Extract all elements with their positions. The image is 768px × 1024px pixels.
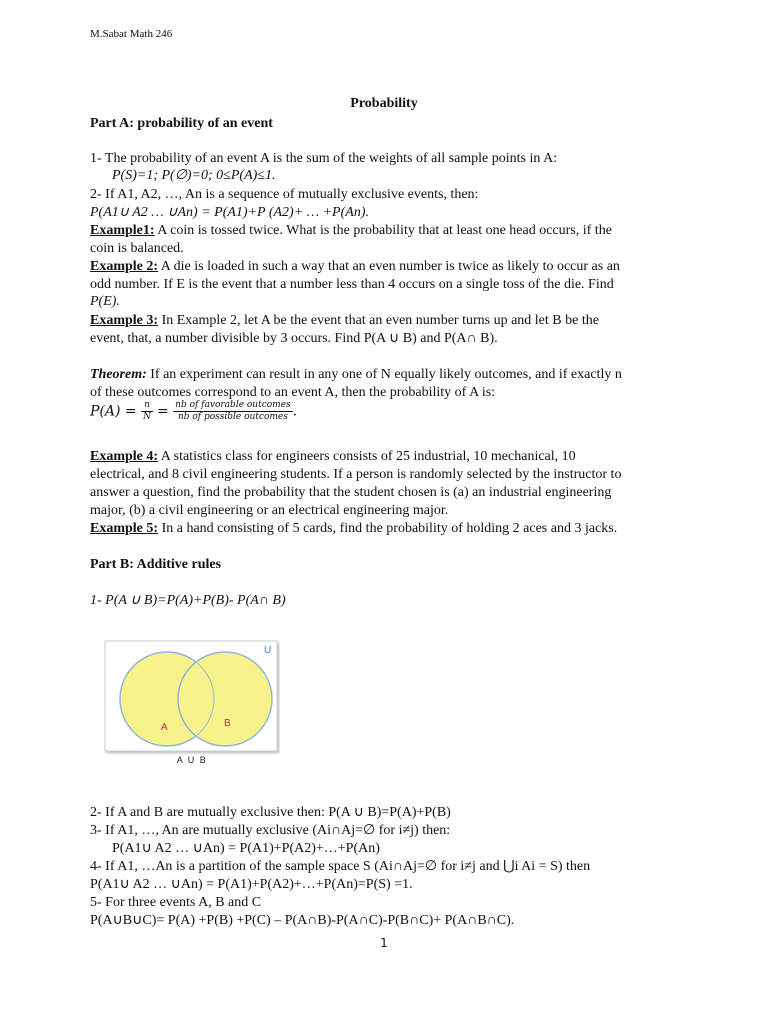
rule-b4-formula: P(A1∪ A2 … ∪An) = P(A1)+P(A2)+…+P(An)=P(S) =1. [90,877,413,892]
part-b-heading: Part B: Additive rules [90,557,222,572]
rule-b3: 3- If A1, …, An are mutually exclusive (Ai∩Aj=∅ for i≠j) then: [90,823,451,838]
fraction-favorable: nb of favorable outcomes [175,400,291,410]
example-4-text: A statistics class for engineers consists of 25 industrial, 10 mechanical, 10 [158,449,576,464]
example-5-label: Example 5: [90,521,159,536]
page-title: Probability [350,96,418,111]
example-5 [90,520,617,537]
theorem-cont: of these outcomes correspond to an event A, then the probability of A is: [90,385,496,400]
fraction-n-over-n [141,400,153,423]
rule-a1-formula: P(S)=1; P(∅)=0; 0≤P(A)≤1. [112,168,276,183]
theorem [90,366,622,383]
theorem-label: Theorem: [90,367,147,382]
rule-b5: 5- For three events A, B and C [90,895,262,910]
rule-a2: 2- If A1, A2, …, An is a sequence of mutually exclusive events, then: [90,187,479,202]
example-3-cont: event, that, a number divisible by 3 occurs. Find P(A ∪ B) and P(A∩ B). [90,331,498,346]
example-4-cont3: major, (b) a civil engineering or an electrical engineering major. [90,503,449,518]
example-2-text: A die is loaded in such a way that an even number is twice as likely to occur as an [158,259,620,274]
label-u: U [264,645,272,656]
example-5-text: In a hand consisting of 5 cards, find the probability of holding 2 aces and 3 jacks. [158,521,618,536]
venn-diagram-svg [104,640,280,768]
example-2-label: Example 2: [90,259,159,274]
example-2 [90,258,620,275]
page-number: 1 [380,936,388,950]
part-a-heading: Part A: probability of an event [90,116,273,131]
rule-b2: 2- If A and B are mutually exclusive then: P(A ∪ B)=P(A)+P(B) [90,805,451,820]
example-4-cont: electrical, and 8 civil engineering students. If a person is randomly selected by the instructor to [90,467,622,482]
example-4-label: Example 4: [90,449,159,464]
theorem-formula: P(A) = $\frac{n}{N}$ = $\frac{\text{nb of favorable outcomes}}{\text{nb of possible outcomes}}$ . [90,400,298,422]
example-3-label: Example 3: [90,313,159,328]
formula-lhs: P(A) = [90,403,142,420]
example-4 [90,448,576,465]
fraction-denominator: N [143,412,151,422]
example-3 [90,312,599,329]
fraction-numerator: n [141,400,153,412]
page-header: M.Sabat Math 246 [90,28,173,40]
venn-caption: A U B [176,755,208,765]
example-1-cont: coin is balanced. [90,241,184,256]
fraction-outcomes [173,400,293,423]
example-3-text: In Example 2, let A be the event that an even number turns up and let B be the [158,313,599,328]
rule-a1: 1- The probability of an event A is the sum of the weights of all sample points in A: [90,151,558,166]
example-2-cont: odd number. If E is the event that a number less than 4 occurs on a single toss of the die. Find [90,277,614,292]
example-1-text: A coin is tossed twice. What is the probability that at least one head occurs, if the [154,223,612,238]
example-1-label: Example1: [90,223,155,238]
label-b: B [224,718,231,729]
rule-b5-formula: P(A∪B∪C)= P(A) +P(B) +P(C) – P(A∩B)-P(A∩C)-P(B∩C)+ P(A∩B∩C). [90,913,515,928]
rule-b1: 1- P(A ∪ B)=P(A)+P(B)- P(A∩ B) [90,593,286,608]
example-2-cont2: P(E). [90,294,120,309]
venn-diagram [104,640,280,768]
rule-a2-formula: P(A1∪ A2 … ∪An) = P(A1)+P (A2)+ … +P(An). [90,205,369,220]
fraction-possible: nb of possible outcomes [177,412,288,422]
example-1 [90,222,612,239]
formula-equals: = [156,403,174,420]
rule-b3-formula: P(A1∪ A2 … ∪An) = P(A1)+P(A2)+…+P(An) [112,841,380,856]
example-4-cont2: answer a question, find the probability that the student chosen is (a) an industrial engineering [90,485,612,500]
label-a: A [161,722,168,733]
rule-b4: 4- If A1, …An is a partition of the sample space S (Ai∩Aj=∅ for i≠j and ⋃i Ai = S) then [90,859,591,874]
theorem-text: If an experiment can result in any one of N equally likely outcomes, and if exactly n [146,367,622,382]
